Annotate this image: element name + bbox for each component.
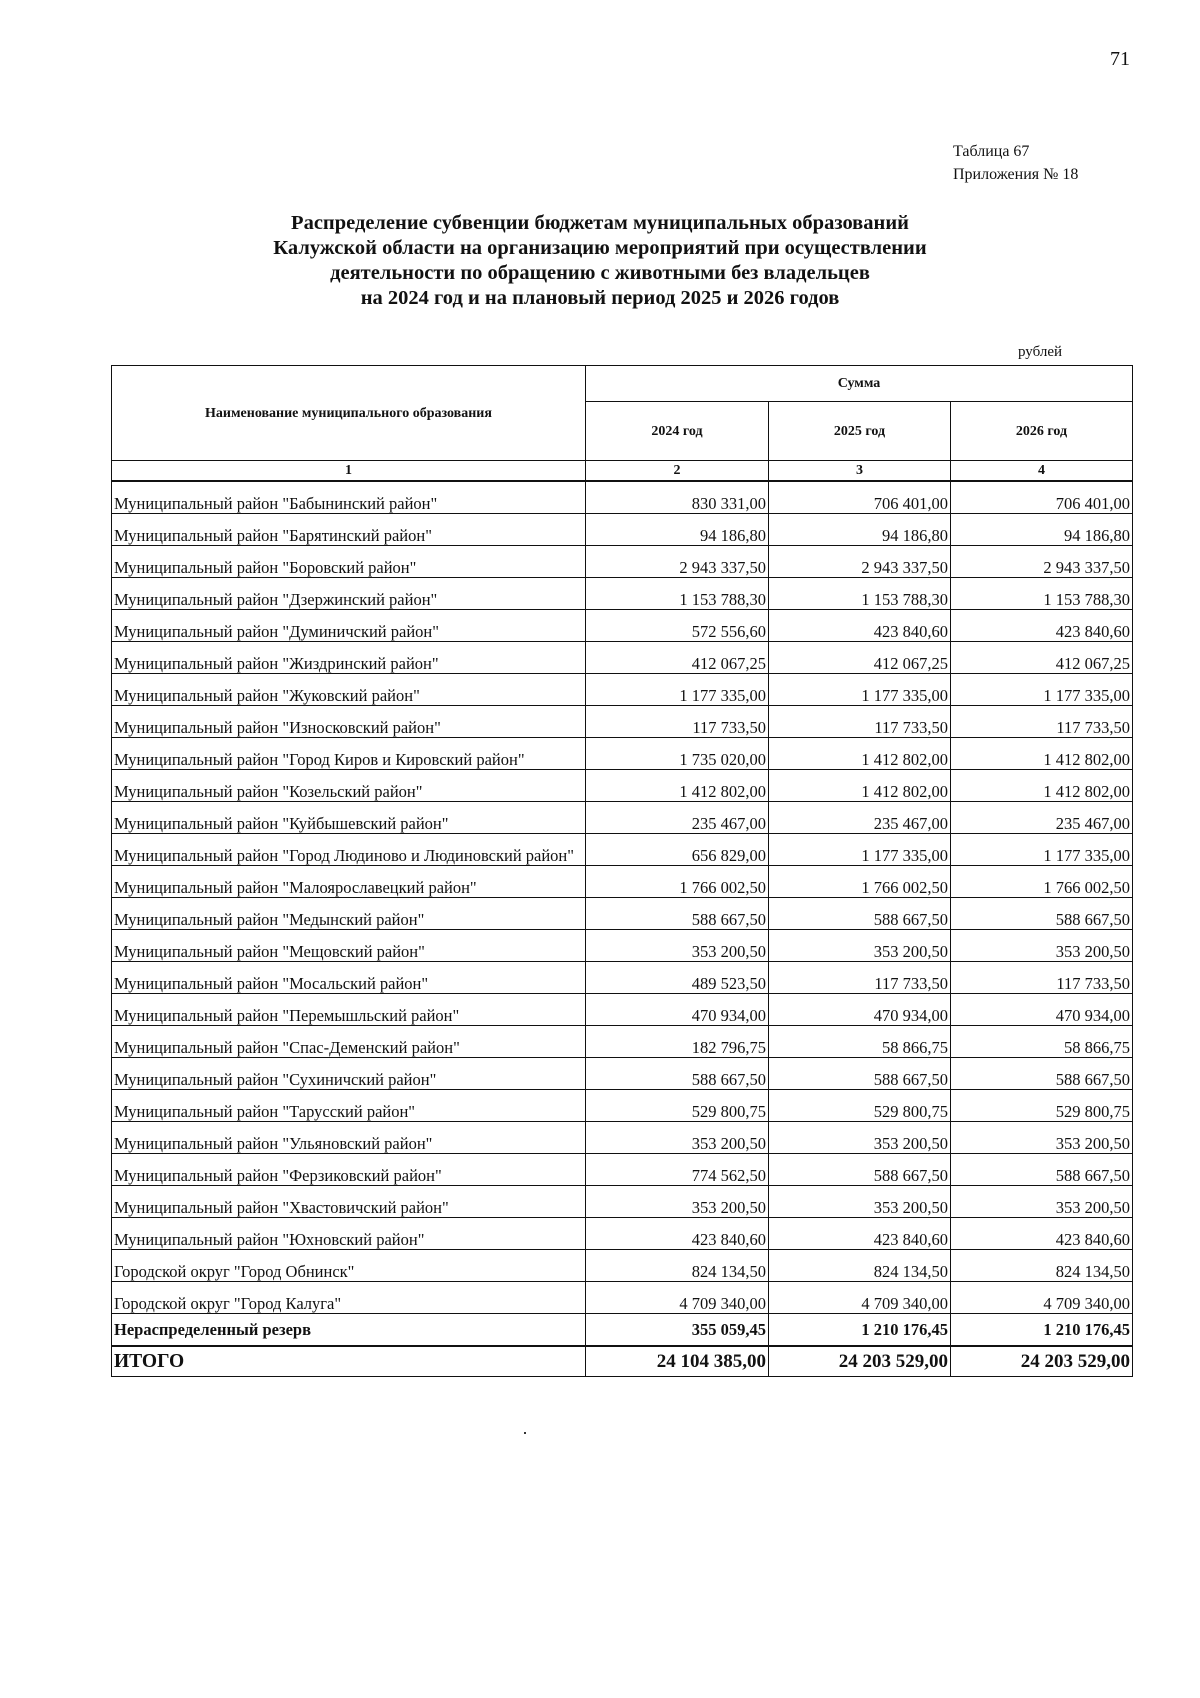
row-name: Муниципальный район "Дзержинский район" <box>112 578 586 610</box>
value-2024: 182 796,75 <box>586 1026 769 1058</box>
table-row <box>112 834 1133 866</box>
value-2026: 412 067,25 <box>951 642 1133 674</box>
value-2024: 489 523,50 <box>586 962 769 994</box>
title-line: Калужской области на организацию мероприятий при осуществлении <box>273 237 927 259</box>
value-2025: 529 800,75 <box>769 1090 951 1122</box>
value-2024: 1 735 020,00 <box>586 738 769 770</box>
value-2024: 1 153 788,30 <box>586 578 769 610</box>
row-name: Муниципальный район "Барятинский район" <box>112 514 586 546</box>
row-name: Муниципальный район "Бабынинский район" <box>112 481 586 514</box>
table-row <box>112 514 1133 546</box>
column-index: 1 <box>112 461 586 482</box>
value-2025: 1 210 176,45 <box>769 1314 951 1347</box>
value-2026: 1 153 788,30 <box>951 578 1133 610</box>
row-name: Муниципальный район "Малоярославецкий район" <box>112 866 586 898</box>
value-2026: 4 709 340,00 <box>951 1282 1133 1314</box>
row-name: Муниципальный район "Жуковский район" <box>112 674 586 706</box>
value-2024: 1 766 002,50 <box>586 866 769 898</box>
value-2024: 353 200,50 <box>586 1186 769 1218</box>
value-2024: 529 800,75 <box>586 1090 769 1122</box>
page-number: 71 <box>1110 48 1130 70</box>
value-2026: 529 800,75 <box>951 1090 1133 1122</box>
table-row <box>112 1250 1133 1282</box>
column-index: 4 <box>951 461 1133 482</box>
row-name: Муниципальный район "Козельский район" <box>112 770 586 802</box>
value-2024: 24 104 385,00 <box>586 1346 769 1377</box>
table-row <box>112 770 1133 802</box>
row-name: Муниципальный район "Тарусский район" <box>112 1090 586 1122</box>
value-2024: 1 412 802,00 <box>586 770 769 802</box>
value-2025: 353 200,50 <box>769 930 951 962</box>
table-number: Таблица 67 <box>953 143 1030 160</box>
table-row <box>112 1282 1133 1314</box>
scan-speck <box>524 1432 526 1434</box>
value-2024: 588 667,50 <box>586 898 769 930</box>
subvention-table <box>111 365 1133 1377</box>
value-2026: 353 200,50 <box>951 1186 1133 1218</box>
value-2025: 706 401,00 <box>769 481 951 514</box>
row-name: Муниципальный район "Ульяновский район" <box>112 1122 586 1154</box>
row-name: Городской округ "Город Обнинск" <box>112 1250 586 1282</box>
table-row <box>112 642 1133 674</box>
row-name: Муниципальный район "Мосальский район" <box>112 962 586 994</box>
value-2024: 588 667,50 <box>586 1058 769 1090</box>
row-name: Муниципальный район "Мещовский район" <box>112 930 586 962</box>
table-row <box>112 1186 1133 1218</box>
value-2024: 412 067,25 <box>586 642 769 674</box>
row-name: Муниципальный район "Сухиничский район" <box>112 1058 586 1090</box>
table-row <box>112 1090 1133 1122</box>
value-2025: 235 467,00 <box>769 802 951 834</box>
units-label: рублей <box>1018 344 1063 360</box>
table-row <box>112 930 1133 962</box>
value-2026: 470 934,00 <box>951 994 1133 1026</box>
value-2025: 470 934,00 <box>769 994 951 1026</box>
row-name: Муниципальный район "Износковский район" <box>112 706 586 738</box>
value-2026: 1 412 802,00 <box>951 770 1133 802</box>
table-row <box>112 802 1133 834</box>
row-name: Муниципальный район "Спас-Деменский район" <box>112 1026 586 1058</box>
table-row <box>112 610 1133 642</box>
value-2026: 24 203 529,00 <box>951 1346 1133 1377</box>
column-index: 3 <box>769 461 951 482</box>
table-row <box>112 738 1133 770</box>
value-2025: 94 186,80 <box>769 514 951 546</box>
value-2025: 1 153 788,30 <box>769 578 951 610</box>
table-row <box>112 578 1133 610</box>
value-2025: 117 733,50 <box>769 962 951 994</box>
title-line: на 2024 год и на плановый период 2025 и 2026 годов <box>360 287 840 309</box>
table-row <box>112 1154 1133 1186</box>
table-header <box>112 366 1133 482</box>
value-2024: 470 934,00 <box>586 994 769 1026</box>
document-title <box>150 211 1050 311</box>
row-name: Муниципальный район "Медынский район" <box>112 898 586 930</box>
value-2026: 588 667,50 <box>951 1058 1133 1090</box>
value-2026: 117 733,50 <box>951 962 1133 994</box>
table-row <box>112 898 1133 930</box>
table-row <box>112 546 1133 578</box>
row-name: Муниципальный район "Перемышльский район" <box>112 994 586 1026</box>
appendix-number: Приложения № 18 <box>953 166 1079 183</box>
value-2026: 94 186,80 <box>951 514 1133 546</box>
row-name: Муниципальный район "Юхновский район" <box>112 1218 586 1250</box>
value-2024: 656 829,00 <box>586 834 769 866</box>
row-name: ИТОГО <box>112 1346 586 1377</box>
value-2025: 1 412 802,00 <box>769 770 951 802</box>
table-row <box>112 962 1133 994</box>
value-2026: 235 467,00 <box>951 802 1133 834</box>
reserve-row <box>112 1314 1133 1347</box>
table-reference <box>953 140 1078 186</box>
value-2026: 58 866,75 <box>951 1026 1133 1058</box>
value-2026: 706 401,00 <box>951 481 1133 514</box>
value-2024: 824 134,50 <box>586 1250 769 1282</box>
header-name: Наименование муниципального образования <box>112 366 586 461</box>
value-2024: 117 733,50 <box>586 706 769 738</box>
value-2025: 4 709 340,00 <box>769 1282 951 1314</box>
title-line: деятельности по обращению с животными без владельцев <box>330 262 870 284</box>
value-2025: 1 766 002,50 <box>769 866 951 898</box>
value-2025: 24 203 529,00 <box>769 1346 951 1377</box>
row-name: Муниципальный район "Думиничский район" <box>112 610 586 642</box>
value-2024: 1 177 335,00 <box>586 674 769 706</box>
header-year-2025: 2025 год <box>769 402 951 461</box>
value-2026: 1 766 002,50 <box>951 866 1133 898</box>
value-2024: 4 709 340,00 <box>586 1282 769 1314</box>
row-name: Городской округ "Город Калуга" <box>112 1282 586 1314</box>
value-2026: 1 210 176,45 <box>951 1314 1133 1347</box>
value-2026: 353 200,50 <box>951 1122 1133 1154</box>
value-2024: 94 186,80 <box>586 514 769 546</box>
table-row <box>112 481 1133 514</box>
row-name: Муниципальный район "Жиздринский район" <box>112 642 586 674</box>
table-body <box>112 481 1133 1314</box>
value-2025: 58 866,75 <box>769 1026 951 1058</box>
value-2024: 572 556,60 <box>586 610 769 642</box>
table-row <box>112 1026 1133 1058</box>
table-row <box>112 1218 1133 1250</box>
table-row <box>112 866 1133 898</box>
table-row <box>112 994 1133 1026</box>
value-2024: 353 200,50 <box>586 930 769 962</box>
value-2024: 830 331,00 <box>586 481 769 514</box>
value-2025: 588 667,50 <box>769 1058 951 1090</box>
value-2026: 1 177 335,00 <box>951 834 1133 866</box>
value-2026: 1 177 335,00 <box>951 674 1133 706</box>
value-2025: 1 177 335,00 <box>769 674 951 706</box>
value-2024: 2 943 337,50 <box>586 546 769 578</box>
value-2025: 1 177 335,00 <box>769 834 951 866</box>
value-2026: 353 200,50 <box>951 930 1133 962</box>
value-2024: 355 059,45 <box>586 1314 769 1347</box>
column-index: 2 <box>586 461 769 482</box>
value-2025: 1 412 802,00 <box>769 738 951 770</box>
header-sum: Сумма <box>586 366 1133 402</box>
value-2025: 588 667,50 <box>769 898 951 930</box>
value-2025: 353 200,50 <box>769 1122 951 1154</box>
title-line: Распределение субвенции бюджетам муниципальных образований <box>291 212 909 234</box>
value-2025: 412 067,25 <box>769 642 951 674</box>
value-2026: 588 667,50 <box>951 1154 1133 1186</box>
value-2026: 588 667,50 <box>951 898 1133 930</box>
value-2025: 588 667,50 <box>769 1154 951 1186</box>
value-2025: 423 840,60 <box>769 1218 951 1250</box>
value-2025: 824 134,50 <box>769 1250 951 1282</box>
value-2025: 117 733,50 <box>769 706 951 738</box>
value-2024: 353 200,50 <box>586 1122 769 1154</box>
value-2024: 423 840,60 <box>586 1218 769 1250</box>
value-2025: 353 200,50 <box>769 1186 951 1218</box>
total-row <box>112 1346 1133 1377</box>
value-2024: 235 467,00 <box>586 802 769 834</box>
value-2025: 423 840,60 <box>769 610 951 642</box>
value-2026: 824 134,50 <box>951 1250 1133 1282</box>
row-name: Муниципальный район "Город Киров и Кировский район" <box>112 738 586 770</box>
value-2024: 774 562,50 <box>586 1154 769 1186</box>
row-name: Муниципальный район "Боровский район" <box>112 546 586 578</box>
value-2026: 1 412 802,00 <box>951 738 1133 770</box>
header-year-2026: 2026 год <box>951 402 1133 461</box>
table-row <box>112 1058 1133 1090</box>
value-2026: 423 840,60 <box>951 610 1133 642</box>
table-row <box>112 674 1133 706</box>
row-name: Муниципальный район "Куйбышевский район" <box>112 802 586 834</box>
header-year-2024: 2024 год <box>586 402 769 461</box>
row-name: Муниципальный район "Хвастовичский район" <box>112 1186 586 1218</box>
table-row <box>112 706 1133 738</box>
row-name: Муниципальный район "Ферзиковский район" <box>112 1154 586 1186</box>
value-2026: 2 943 337,50 <box>951 546 1133 578</box>
value-2026: 117 733,50 <box>951 706 1133 738</box>
value-2025: 2 943 337,50 <box>769 546 951 578</box>
row-name: Муниципальный район "Город Людиново и Людиновский район" <box>112 834 586 866</box>
table-row <box>112 1122 1133 1154</box>
row-name: Нераспределенный резерв <box>112 1314 586 1347</box>
value-2026: 423 840,60 <box>951 1218 1133 1250</box>
